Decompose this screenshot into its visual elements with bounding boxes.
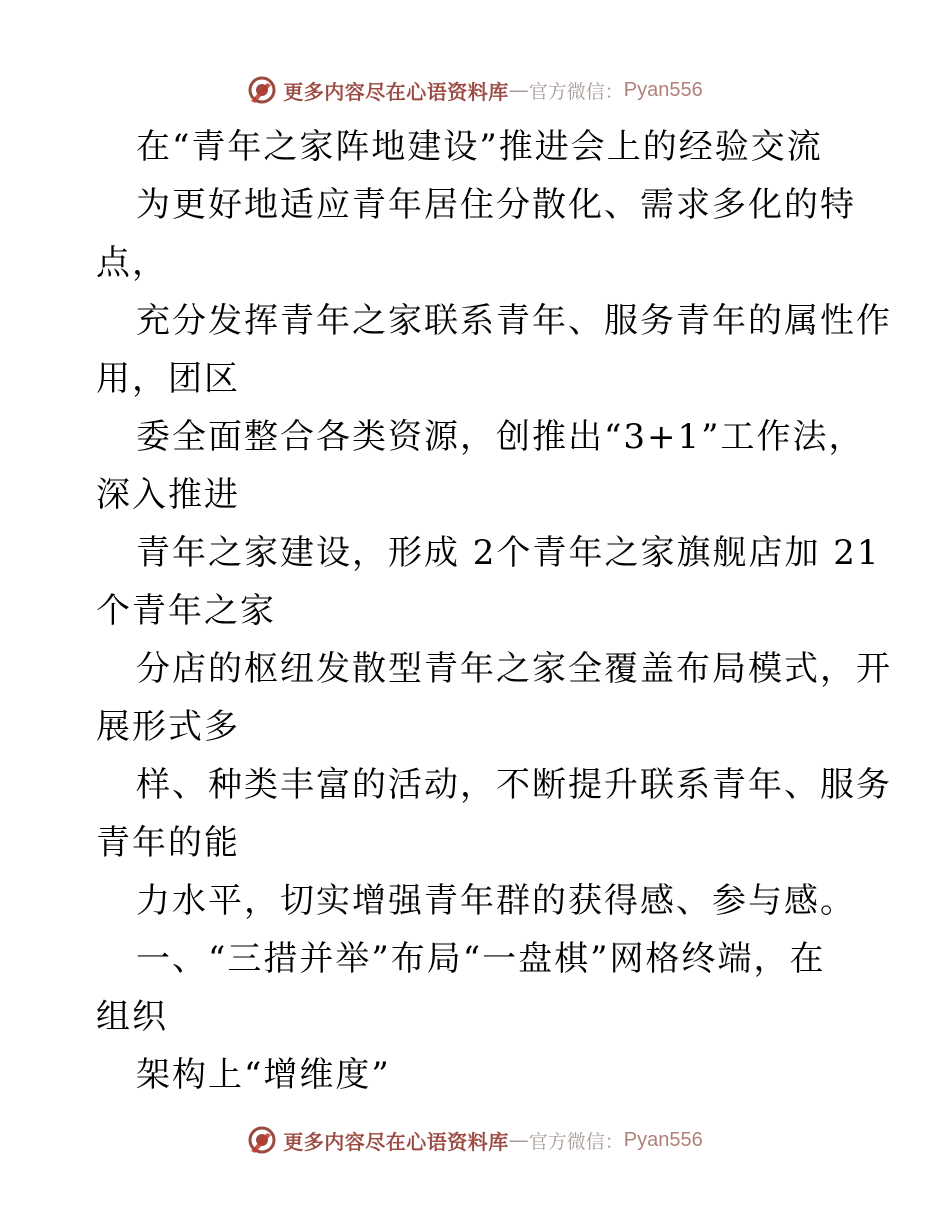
- pen-seal-icon: [247, 1125, 277, 1155]
- watermark-wechat-label: 官方微信：: [528, 80, 624, 103]
- watermark-wechat-id: Pyan556: [623, 1128, 703, 1151]
- text-line: 架构上“增维度”: [136, 1055, 391, 1095]
- section-heading: 一、“三措并举”布局“一盘棋”网格终端，在: [136, 939, 826, 979]
- text-line: 用，团区: [96, 359, 240, 399]
- text-line: 青年之家建设，形成 2个青年之家旗舰店加 21: [136, 533, 881, 573]
- document-body: [96, 118, 892, 1104]
- text-line: 组织: [96, 997, 168, 1037]
- text-line: 为更好地适应青年居住分散化、需求多化的特: [136, 185, 856, 225]
- text-line: 委全面整合各类资源，创推出“3+1”工作法，: [136, 417, 865, 457]
- pen-seal-icon: [247, 75, 277, 105]
- text-line: 点，: [96, 243, 168, 283]
- text-line: 充分发挥青年之家联系青年、服务青年的属性作: [136, 301, 892, 341]
- watermark-separator: —: [508, 78, 529, 102]
- watermark-wechat-id: Pyan556: [623, 78, 703, 101]
- header-watermark: [0, 70, 950, 110]
- watermark-site-text: 更多内容尽在心语资料库: [283, 1129, 509, 1154]
- text-line: 力水平，切实增强青年群的获得感、参与感。: [136, 881, 856, 921]
- text-line: 展形式多: [96, 707, 240, 747]
- text-line: 分店的枢纽发散型青年之家全覆盖布局模式，开: [136, 649, 892, 689]
- text-line: 深入推进: [96, 475, 240, 515]
- text-line: 样、种类丰富的活动，不断提升联系青年、服务: [136, 765, 892, 805]
- watermark-wechat-label: 官方微信：: [528, 1130, 624, 1153]
- text-line: 青年的能: [96, 823, 240, 863]
- footer-watermark: [0, 1120, 950, 1160]
- text-line: 个青年之家: [96, 591, 276, 631]
- watermark-site-text: 更多内容尽在心语资料库: [283, 79, 509, 104]
- document-title: 在“青年之家阵地建设”推进会上的经验交流: [136, 127, 823, 167]
- watermark-separator: —: [508, 1128, 529, 1152]
